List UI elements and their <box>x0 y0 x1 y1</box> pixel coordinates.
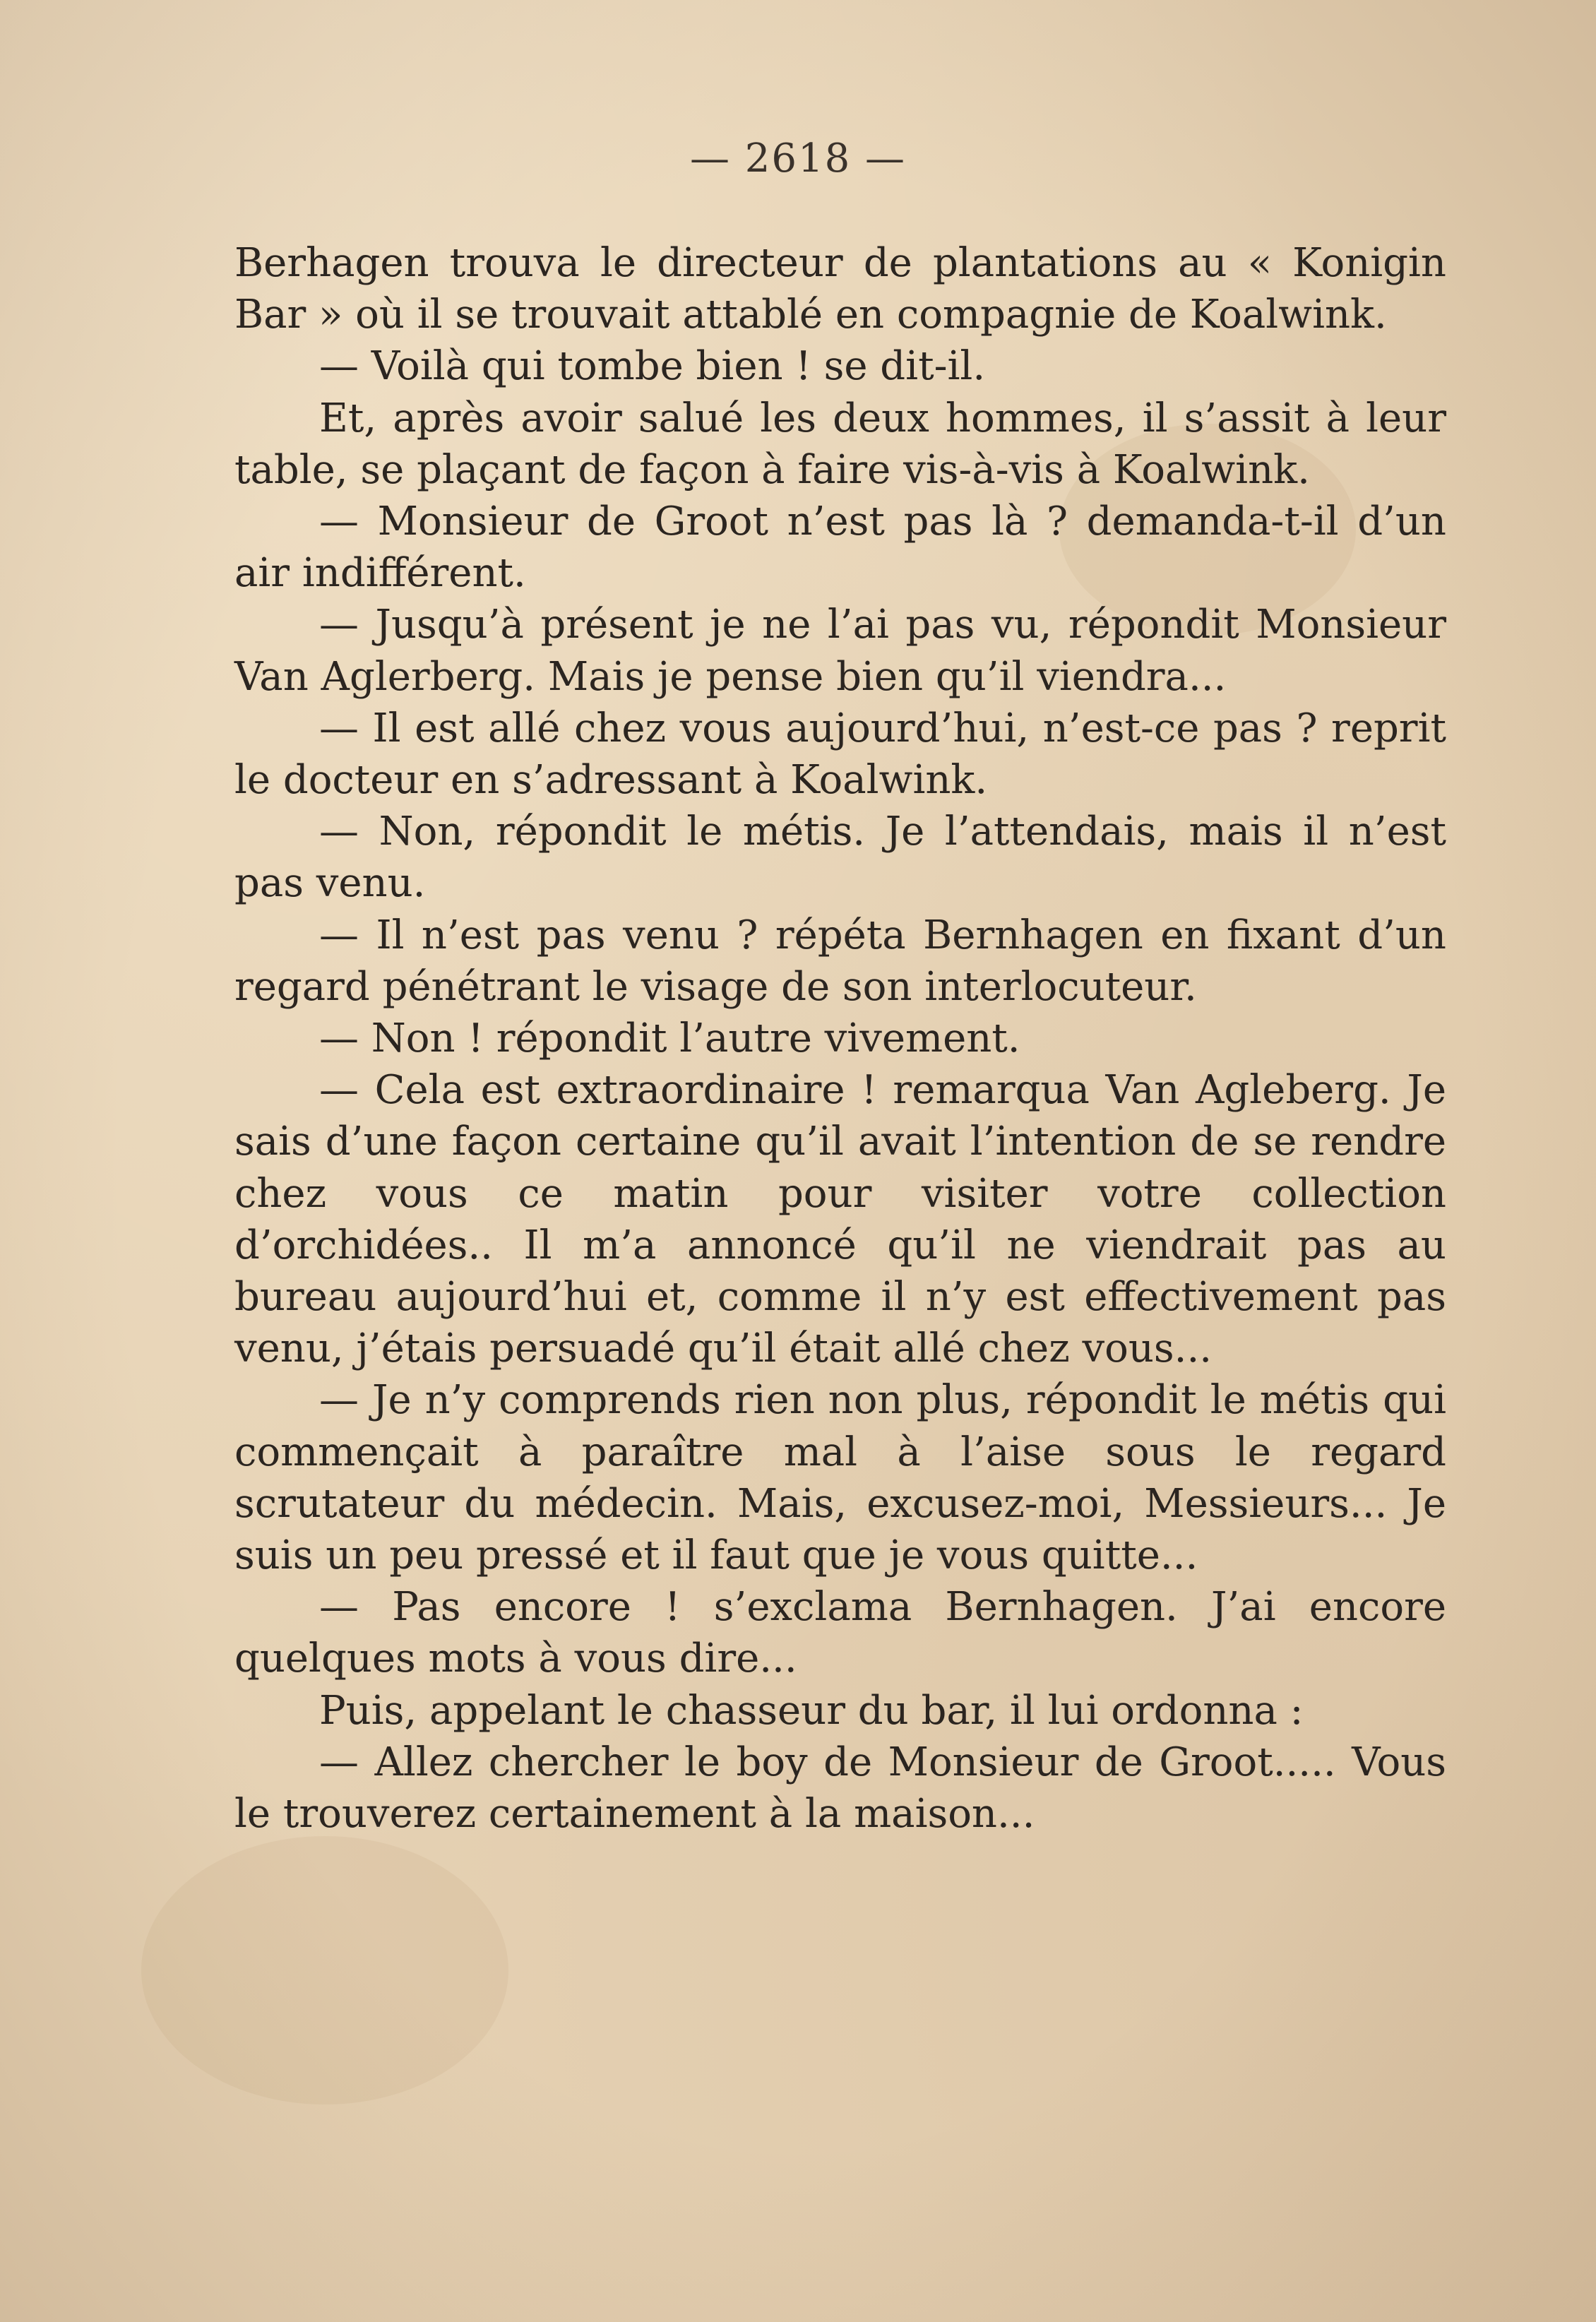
paragraph: — Pas encore ! s’exclama Bernhagen. J’ai encore quelques mots à vous dire... <box>234 1584 1446 1682</box>
paragraph: — Je n’y comprends rien non plus, répondit le métis qui commençait à paraître mal à l’aise sous le regard scrutateur du médecin. Mais, excusez-moi, Messieurs... Je suis un peu pressé et il faut que je vous quitte... <box>234 1377 1446 1579</box>
paragraph: — Voilà qui tombe bien ! se dit-il. <box>319 343 986 390</box>
paragraph: — Il n’est pas venu ? répéta Bernhagen en fixant d’un regard pénétrant le visage de son interlocuteur. <box>234 912 1446 1010</box>
page-number: — 2618 — <box>689 136 907 181</box>
paragraph: — Il est allé chez vous aujourd’hui, n’est-ce pas ? reprit le docteur en s’adressant à Koalwink. <box>234 705 1446 804</box>
paragraph: — Allez chercher le boy de Monsieur de Groot..... Vous le trouverez certainement à la maison... <box>234 1739 1446 1838</box>
paragraph: Berhagen trouva le directeur de plantations au « Konigin Bar » où il se trouvait attablé en compagnie de Koalwink. <box>234 240 1446 338</box>
paragraph: Puis, appelant le chasseur du bar, il lui ordonna : <box>319 1687 1304 1734</box>
paper-stain <box>141 1836 508 2104</box>
paragraph: Et, après avoir salué les deux hommes, il s’assit à leur table, se plaçant de façon à faire vis-à-vis à Koalwink. <box>234 395 1446 493</box>
paragraph: — Non, répondit le métis. Je l’attendais, mais il n’est pas venu. <box>234 809 1446 907</box>
paragraph: — Non ! répondit l’autre vivement. <box>319 1016 1020 1062</box>
body-text <box>234 237 1446 1840</box>
paragraph: — Monsieur de Groot n’est pas là ? demanda-t-il d’un air indifférent. <box>234 499 1446 597</box>
paragraph: — Jusqu’à présent je ne l’ai pas vu, répondit Monsieur Van Aglerberg. Mais je pense bien qu’il viendra... <box>234 602 1446 700</box>
paragraph: — Cela est extraordinaire ! remarqua Van Agleberg. Je sais d’une façon certaine qu’il avait l’intention de se rendre chez vous ce matin pour visiter votre collection d’orchidées.. Il m’a annoncé qu’il ne viendrait pas au bureau aujourd’hui et, comme il n’y est effectivement pas venu, j’étais persuadé qu’il était allé chez vous... <box>234 1067 1446 1372</box>
